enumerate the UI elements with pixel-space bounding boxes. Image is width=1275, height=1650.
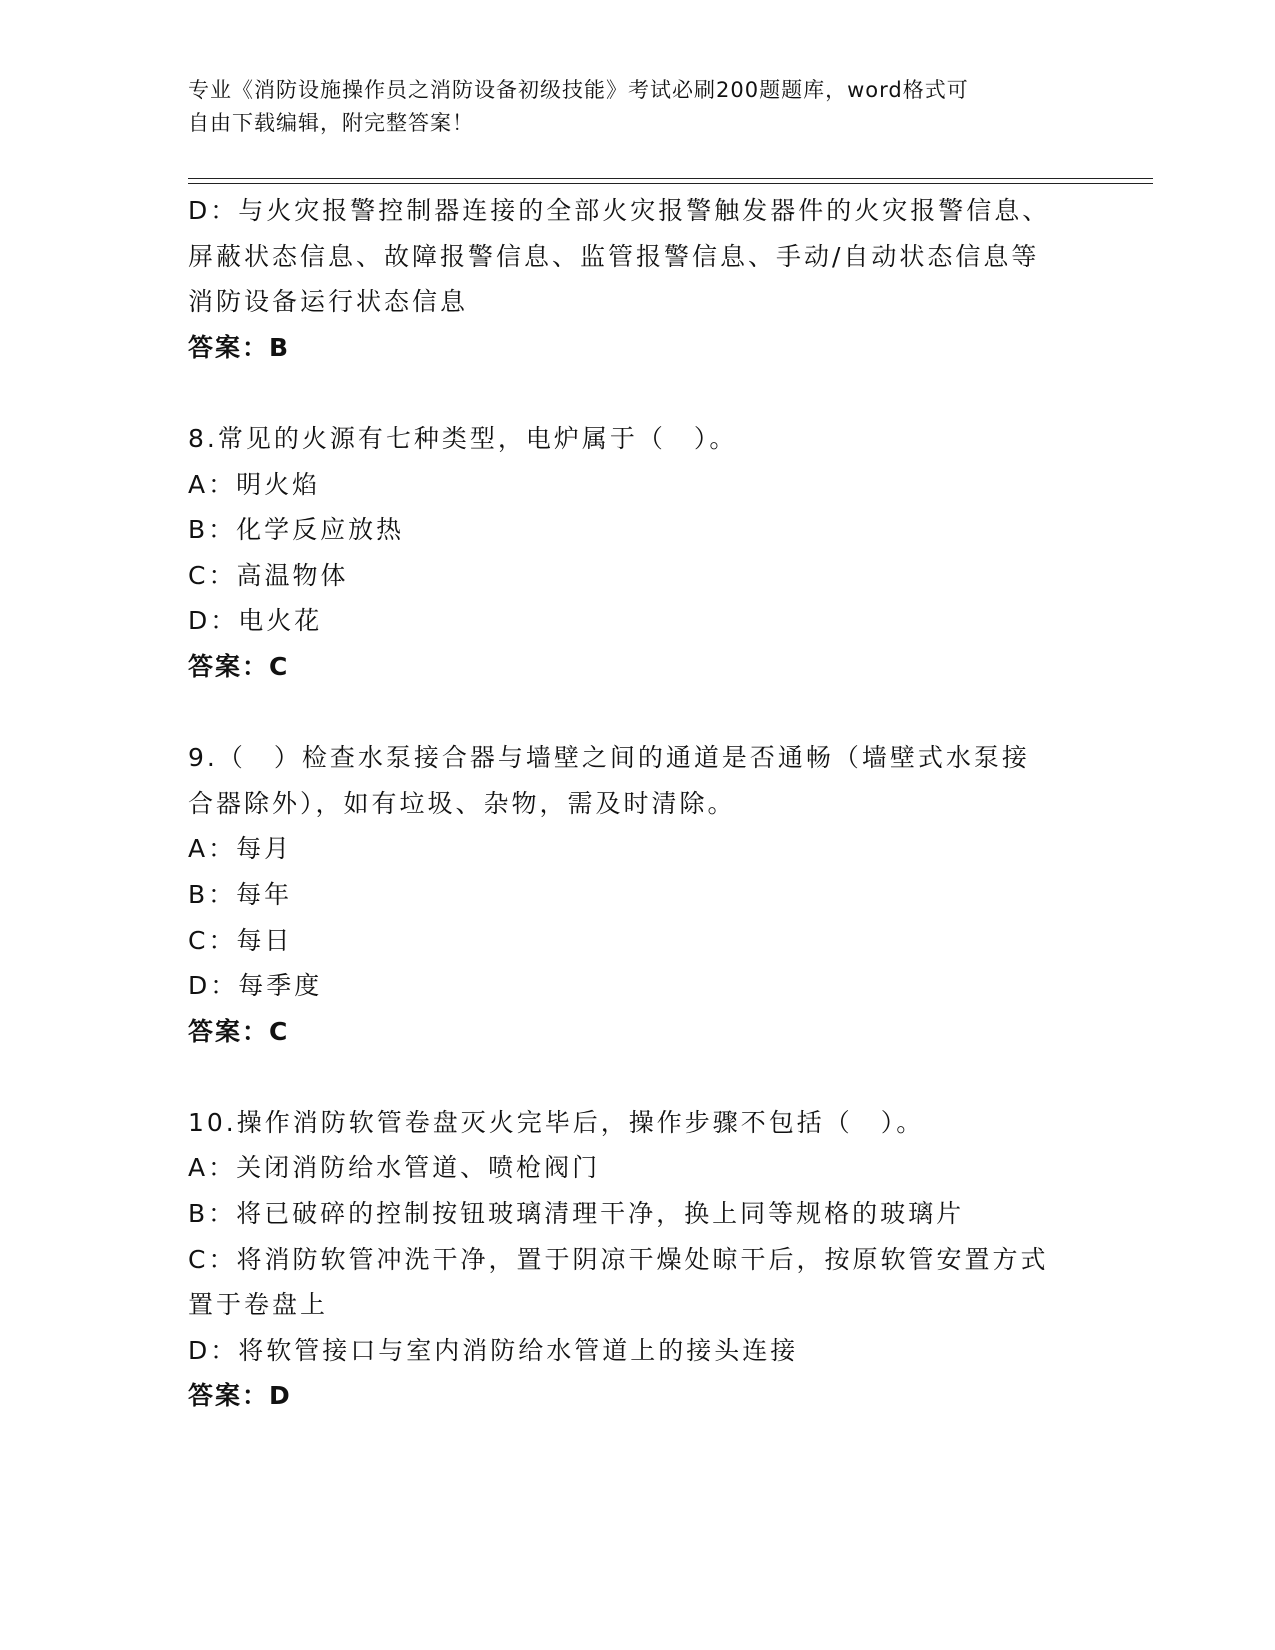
answer: 答案：C xyxy=(188,651,290,681)
spacer xyxy=(188,370,1088,416)
option-d-line-2: 屏蔽状态信息、故障报警信息、监管报警信息、手动/自动状态信息等 xyxy=(188,241,1040,271)
question-content xyxy=(188,188,1088,1419)
option-b: B：将已破碎的控制按钮玻璃清理干净，换上同等规格的玻璃片 xyxy=(188,1199,965,1229)
header-line-1: 专业《消防设施操作员之消防设备初级技能》考试必刷200题题库，word格式可 xyxy=(188,78,969,102)
document-header xyxy=(188,74,1088,140)
option-d-line-3: 消防设备运行状态信息 xyxy=(188,287,469,317)
option-c-line-1: C：将消防软管冲洗干净，置于阴凉干燥处晾干后，按原软管安置方式 xyxy=(188,1244,1049,1274)
question-stem: 8.常见的火源有七种类型，电炉属于（ ）。 xyxy=(188,423,738,453)
spacer xyxy=(188,1054,1088,1100)
question-10 xyxy=(188,1100,1088,1419)
option-a: A：每月 xyxy=(188,834,293,864)
option-d: D：每季度 xyxy=(188,971,323,1001)
question-7-tail xyxy=(188,188,1088,370)
question-stem: 10.操作消防软管卷盘灭火完毕后，操作步骤不包括（ ）。 xyxy=(188,1107,925,1137)
question-stem-line-1: 9.（ ）检查水泵接合器与墙壁之间的通道是否通畅（墙壁式水泵接 xyxy=(188,743,1030,773)
option-b: B：化学反应放热 xyxy=(188,515,405,545)
answer: 答案：C xyxy=(188,1016,290,1046)
question-8 xyxy=(188,416,1088,690)
option-d-line-1: D：与火灾报警控制器连接的全部火灾报警触发器件的火灾报警信息、 xyxy=(188,196,1051,225)
option-a: A：明火焰 xyxy=(188,469,321,499)
header-divider-bottom xyxy=(188,183,1153,184)
option-c: C：每日 xyxy=(188,925,293,955)
header-line-2: 自由下载编辑，附完整答案！ xyxy=(188,111,474,135)
question-9 xyxy=(188,735,1088,1054)
option-c-line-2: 置于卷盘上 xyxy=(188,1290,329,1320)
answer: 答案：B xyxy=(188,332,291,362)
answer: 答案：D xyxy=(188,1381,292,1411)
header-divider-top xyxy=(188,178,1153,179)
option-a: A：关闭消防给水管道、喷枪阀门 xyxy=(188,1153,601,1183)
question-stem-line-2: 合器除外），如有垃圾、杂物，需及时清除。 xyxy=(188,788,736,818)
option-d: D：将软管接口与室内消防给水管道上的接头连接 xyxy=(188,1335,799,1365)
option-b: B：每年 xyxy=(188,879,293,909)
spacer xyxy=(188,690,1088,736)
option-d: D：电火花 xyxy=(188,606,323,636)
option-c: C：高温物体 xyxy=(188,560,349,590)
